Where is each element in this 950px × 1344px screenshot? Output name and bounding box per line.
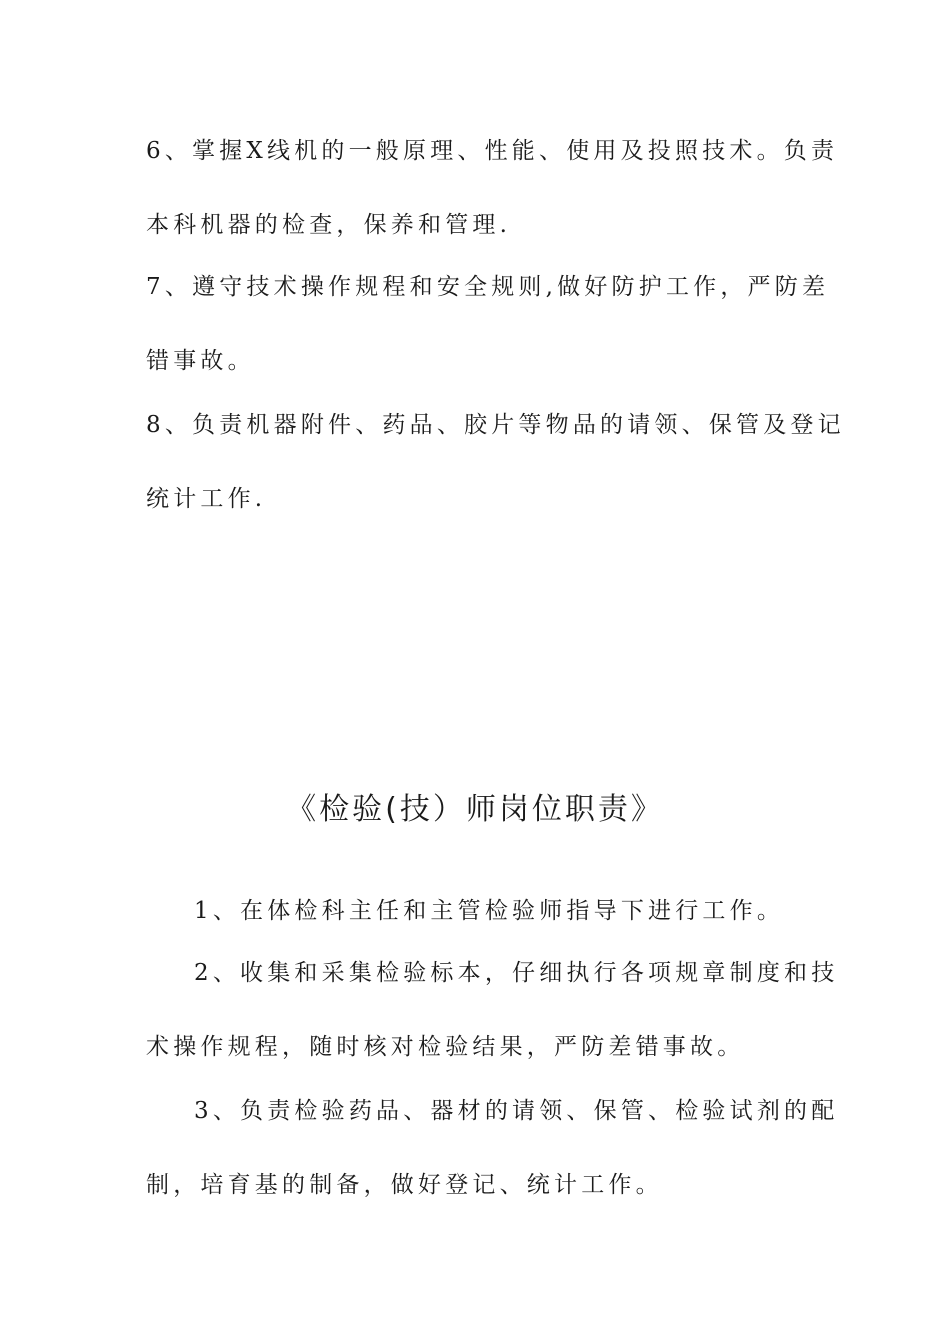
section-title: 《检验(技）师岗位职责》 (286, 792, 664, 827)
duty-item-2-line-2: 术操作规程，随时核对检验结果，严防差错事故。 (146, 1034, 745, 1060)
duty-item-7-line-1: 7、遵守技术操作规程和安全规则,做好防护工作，严防差 (146, 274, 830, 300)
duty-item-3-line-1: 3、负责检验药品、器材的请领、保管、检验试剂的配 (194, 1098, 839, 1124)
duty-item-6-line-1: 6、掌握X线机的一般原理、性能、使用及投照技术。负责 (146, 138, 839, 164)
duty-item-3-line-2: 制，培育基的制备，做好登记、统计工作。 (146, 1172, 663, 1198)
duty-item-2-line-1: 2、收集和采集检验标本，仔细执行各项规章制度和技 (194, 960, 839, 986)
duty-item-6-line-2: 本科机器的检查，保养和管理. (146, 212, 512, 238)
duty-item-8-line-2: 统计工作. (146, 486, 267, 512)
duty-item-7-line-2: 错事故。 (146, 348, 255, 374)
duty-item-1: 1、在体检科主任和主管检验师指导下进行工作。 (194, 898, 785, 924)
duty-item-8-line-1: 8、负责机器附件、药品、胶片等物品的请领、保管及登记 (146, 412, 845, 438)
